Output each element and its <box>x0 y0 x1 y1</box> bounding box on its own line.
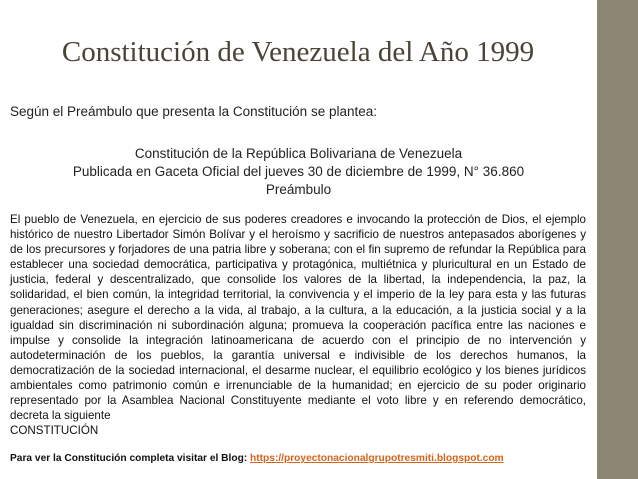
preamble-heading: Preámbulo <box>265 182 332 197</box>
intro-text: Según el Preámbulo que presenta la Constitución se plantea: <box>10 104 377 119</box>
constitution-name: Constitución de la República Bolivariana de Venezuela <box>134 146 463 161</box>
footer-text: Para ver la Constitución completa visitar el Blog: <box>10 453 251 464</box>
gazette-publication: Publicada en Gaceta Oficial del jueves 30 de diciembre de 1999, N° 36.860 <box>72 164 525 179</box>
blog-link[interactable]: https://proyectonacionalgrupotresmiti.blogspot.com <box>250 453 504 464</box>
slide-title: Constitución de Venezuela del Año 1999 <box>61 36 535 68</box>
footer-note <box>10 452 504 466</box>
preamble-paragraph: El pueblo de Venezuela, en ejercicio de sus poderes creadores e invocando la protección de Dios, el ejemplo histórico de nuestro Libertador Simón Bolívar y el heroísmo y sacrificio de nuestros antepasados aborígenes y de los precursores y forjadores de una patria libre y soberana; con el fin supremo de refundar la República para establecer una sociedad democrática, participativa y protagónica, multiétnica y pluricultural en un Estado de justicia, federal y descentralizado, que consolide los valores de la libertad, la independencia, la paz, la solidaridad, el bien común, la integridad territorial, la convivencia y el imperio de la ley para esta y las futuras generaciones; asegure el derecho a la vida, al trabajo, a la cultura, a la educación, a la justicia social y a la igualdad sin discriminación ni subordinación alguna; promueva la cooperación pacífica entre las naciones e impulse y consolide la integración latinoamericana de acuerdo con el principio de no intervención y autodeterminación de los pueblos, la garantía universal e indivisible de los derechos humanos, la democratización de la sociedad internacional, el desarme nuclear, el equilibrio ecológico y los bienes jurídicos ambientales como patrimonio común e irrenunciable de la humanidad; en ejercicio de su poder originario representado por la Asamblea Nacional Constituyente mediante el voto libre y en referendo democrático, decreta la siguiente <box>10 213 586 423</box>
preamble-body <box>10 212 586 438</box>
document-header <box>0 145 597 199</box>
preamble-closing-word: CONSTITUCIÓN <box>10 424 99 438</box>
side-accent-bar <box>597 0 638 479</box>
